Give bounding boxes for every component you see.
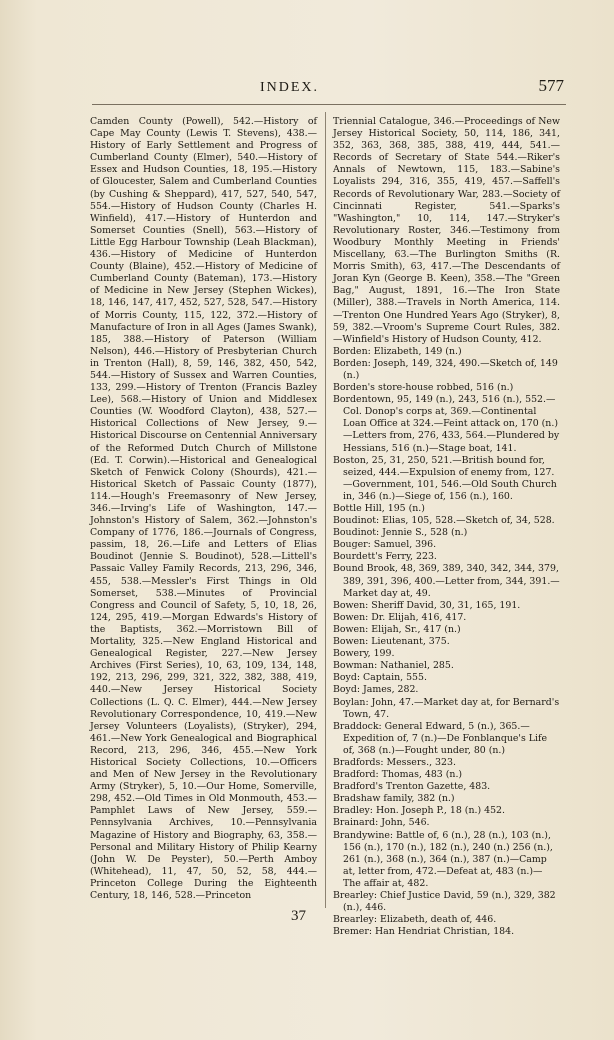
index-entry: Bradford: Thomas, 483 (n.) [333, 769, 463, 781]
index-column-left [90, 116, 317, 902]
index-entry: Bowen: Sheriff David, 30, 31, 165, 191. [333, 599, 521, 611]
index-entry: Bourdett's Ferry, 223. [333, 551, 437, 563]
index-entry: Boylan: John, 47.—Market day at, for Bernard's Town, 47. [333, 696, 560, 720]
index-entry: Bottle Hill, 195 (n.) [333, 503, 425, 514]
index-entry: Bowman: Nathaniel, 285. [333, 660, 454, 672]
index-entry: Brearley: Elizabeth, death of, 446. [333, 914, 497, 926]
index-entry: Brandywine: Battle of, 6 (n.), 28 (n.), 103 (n.), 156 (n.), 170 (n.), 182 (n.), 240 (n.) 256 (n.), 261 (n.), 368 (n.), 364 (n.), 387 (n.)—Camp at, letter from, 472.—Defeat at, 483 (n.)—The affair at, 482. [333, 829, 553, 889]
index-entry: Bowery, 199. [333, 648, 395, 660]
index-entry: Boyd: James, 282. [333, 684, 419, 696]
header-rule [92, 104, 566, 105]
index-entry: Borden: Joseph, 149, 324, 490.—Sketch of, 149 (n.) [333, 357, 558, 381]
index-entry: Bradley: Hon. Joseph P., 18 (n.) 452. [333, 805, 505, 817]
index-entry: Brearley: Chief Justice David, 59 (n.), 329, 382 (n.), 446. [333, 890, 556, 914]
index-entry: Triennial Catalogue, 346.—Proceedings of New Jersey Historical Society, 50, 114, 186, 341, 352, 363, 368, 385, 388, 419, 444, 541.—Records of Secretary of State 544.—Riker's Annals of Newtown, 115, 183.—Sabine's Loyalists 294, 316, 355, 419, 457.—Saffell's Records of Revolutionary War, 283.—Society of Cincinnati Register, 541.—Sparks's "Washington," 10, 114, 147.—Stryker's Revolutionary Roster, 346.—Testimony from Woodbury Monthly Meeting in Friends' Miscellany, 63.—The Burlington Smiths (R. Morris Smith), 63, 417.—The Descendants of Joran Kyn (George B. Keen), 358.—The "Green Bag," August, 1891, 16.—The Iron State (Miller), 388.—Travels in North America, 114.—Trenton One Hundred Years Ago (Stryker), 8, 59, 382.—Vroom's Supreme Court Rules, 382.—Winfield's History of Hudson County, 412. [333, 116, 560, 345]
index-entry: Bouger: Samuel, 396. [333, 539, 437, 551]
index-entry: Boudinot: Jennie S., 528 (n.) [333, 527, 468, 539]
index-entry: Bowen: Lieutenant, 375. [333, 636, 450, 648]
index-entry: Bowen: Elijah, Sr., 417 (n.) [333, 623, 461, 635]
index-entry: Bordentown, 95, 149 (n.), 243, 516 (n.), 552.—Col. Donop's corps at, 369.—Continental Loan Office at 324.—Feint attack on, 170 (n.)—Letters from, 276, 433, 564.—Plundered by Hessians, 516 (n.)—Stage boat, 141. [333, 394, 560, 454]
page-heading: INDEX. [260, 80, 320, 95]
column-divider [325, 112, 326, 908]
folio-number: 37 [291, 908, 306, 924]
index-entry: Boyd: Captain, 555. [333, 672, 427, 684]
running-head [0, 76, 614, 104]
page-number: 577 [538, 76, 564, 95]
index-entry: Brainard: John, 546. [333, 817, 430, 829]
index-entry: Bound Brook, 48, 369, 389, 340, 342, 344, 379, 389, 391, 396, 400.—Letter from, 344, 391.—Market day at, 49. [333, 563, 560, 599]
column-text: Camden County (Powell), 542.—History of Cape May County (Lewis T. Stevens), 438.—History of Early Settlement and Progress of Cumberland County (Elmer), 540.—History of Essex and Hudson Counties, 18, 195.—History of Gloucester, Salem and Cumberland Counties (by Cushing & Sheppard), 417, 527, 540, 547, 554.—History of Hudson County (Charles H. Winfield), 417.—History of Hunterdon and Somerset Counties (Snell), 563.—History of Little Egg Harbour Township (Leah Blackman), 436.—History of Medicine of Hunterdon County (Blaine), 452.—History of Medicine of Cumberland County (Bateman), 173.—History of Medicine in New Jersey (Stephen Wickes), 18, 146, 147, 417, 452, 527, 528, 547.—History of Morris County, 115, 122, 372.—History of Manufacture of Iron in all Ages (James Swank), 185, 388.—History of Paterson (William Nelson), 446.—History of Presbyterian Church in Trenton (Hall), 8, 59, 146, 382, 450, 542, 544.—History of Sussex and Warren Counties, 133, 299.—History of Trenton (Francis Bazley Lee), 568.—History of Union and Middlesex Counties (W. Woodford Clayton), 438, 527.—Historical Collections of New Jersey, 9.—Historical Discourse on Centennial Anniversary of the Reformed Dutch Church of Millstone (Ed. T. Corwin).—Historical and Genealogical Sketch of Fenwick Colony (Shourds), 421.—Historical Sketch of Passaic County (1877), 114.—Hough's Freemasonry of New Jersey, 346.—Irving's Life of Washington, 147.—Johnston's History of Salem, 362.—Johnston's Company of 1776, 186.—Journals of Congress, passim, 18, 26.—Life and Letters of Elias Boudinot (Jennie S. Boudinot), 528.—Littell's Passaic Valley Family Records, 213, 296, 346, 455, 538.—Messler's First Things in Old Somerset, 538.—Minutes of Provincial Congress and Council of Safety, 5, 10, 18, 26, 124, 295, 419.—Morgan Edwards's History of the Baptists, 362.—Morristown Bill of Mortality, 325.—New England Historical and Genealogical Register, 227.—New Jersey Archives (First Series), 10, 63, 109, 134, 148, 192, 213, 296, 299, 321, 322, 382, 388, 419, 440.—New Jersey Historical Society Collections (L. Q. C. Elmer), 444.—New Jersey Revolutionary Correspondence, 10, 419.—New Jersey Volunteers (Loyalists), (Stryker), 294, 461.—New York Genealogical and Biographical Record, 213, 296, 346, 455.—New York Historical Society Collections, 10.—Officers and Men of New Jersey in the Revolutionary Army (Stryker), 5, 10.—Our Home, Somerville, 298, 452.—Old Times in Old Monmouth, 453.—Pamphlet Laws of New Jersey, 559.—Pennsylvania Archives, 10.—Pennsylvania Magazine of History and Biography, 63, 358.—Personal and Military History of Philip Kearny (John W. De Peyster), 50.—Perth Amboy (Whitehead), 11, 47, 50, 52, 58, 444.—Princeton College During the Eighteenth Century, 18, 146, 528.—Princeton [90, 116, 317, 901]
index-entry: Bradford's Trenton Gazette, 483. [333, 781, 491, 793]
index-entry: Boston, 25, 31, 250, 521.—British bound for, seized, 444.—Expulsion of enemy from, 127.—Government, 101, 546.—Old South Church in, 346 (n.)—Siege of, 156 (n.), 160. [333, 454, 557, 502]
index-entry: Bradfords: Messers., 323. [333, 756, 456, 768]
index-entry: Bowen: Dr. Elijah, 416, 417. [333, 611, 467, 623]
index-entry: Boudinot: Elias, 105, 528.—Sketch of, 34, 528. [333, 515, 555, 527]
index-column-right [333, 116, 560, 938]
index-entry: Bremer: Han Hendriat Christian, 184. [333, 926, 515, 938]
index-entry: Borden's store-house robbed, 516 (n.) [333, 382, 514, 394]
index-entry: Bradshaw family, 382 (n.) [333, 793, 455, 805]
index-entry: Braddock: General Edward, 5 (n.), 365.—Expedition of, 7 (n.)—De Fonblanque's Life of, 368 (n.)—Fought under, 80 (n.) [333, 720, 548, 756]
index-entry: Borden: Elizabeth, 149 (n.) [333, 345, 462, 357]
